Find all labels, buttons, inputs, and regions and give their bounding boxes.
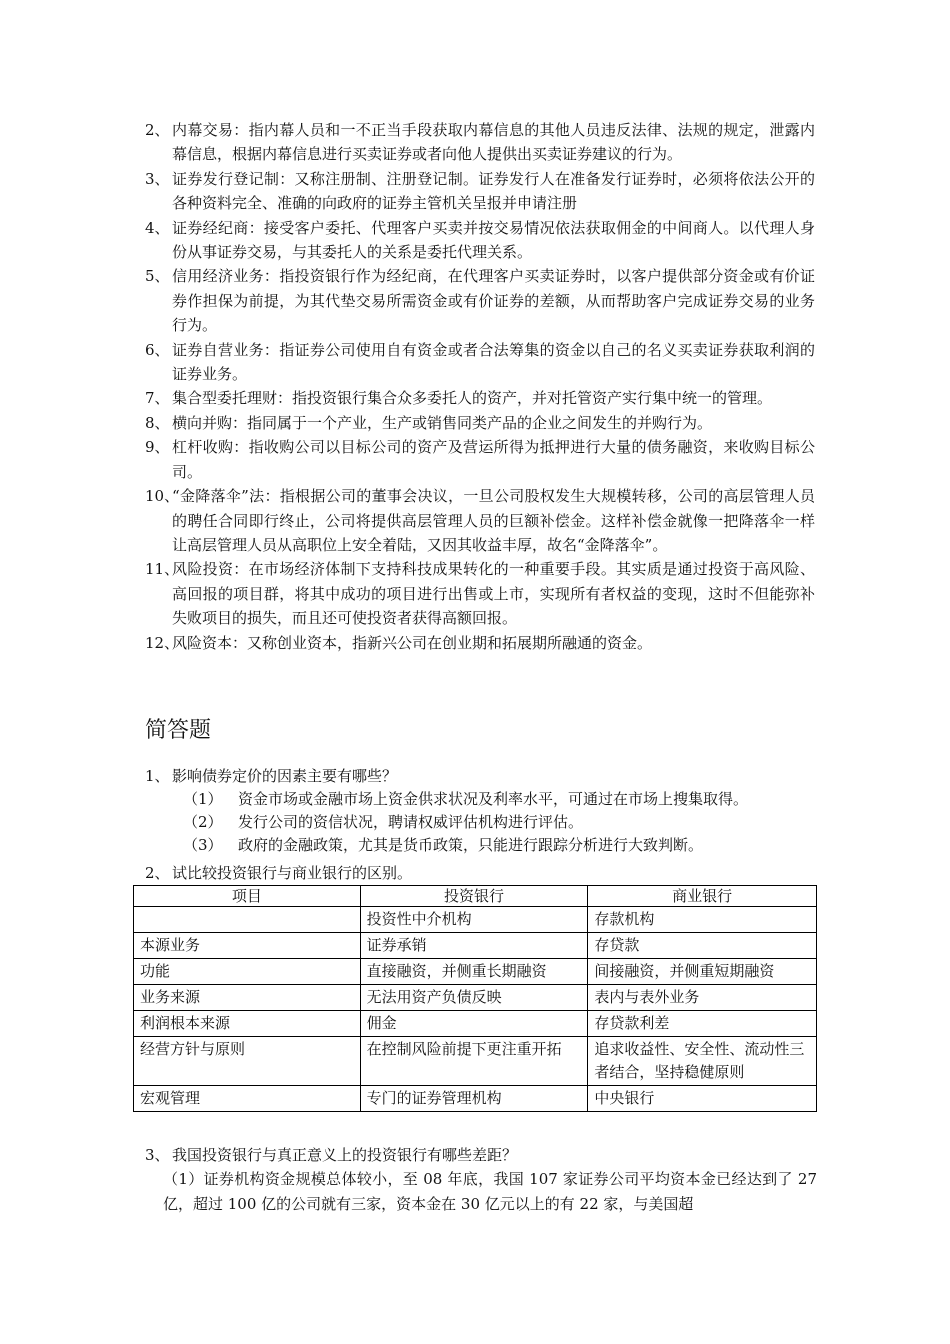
section-heading: 简答题 <box>145 718 212 743</box>
item-number: 6、 <box>145 340 170 359</box>
item-text: 信用经济业务：指投资银行作为经纪商，在代理客户买卖证券时，以客户提供部分资金或有价证券作担保为前提，为其代垫交易所需资金或有价证券的差额，从而帮助客户完成证券交易的业务行为。 <box>172 267 815 335</box>
definition-item <box>145 411 815 435</box>
question-number: 3、 <box>145 1146 170 1164</box>
answer-text: 发行公司的资信状况，聘请权威评估机构进行评估。 <box>238 813 584 831</box>
item-number: 3、 <box>145 169 170 188</box>
item-number: 5、 <box>145 267 170 286</box>
table-row <box>134 933 817 959</box>
answer-number: （1） <box>163 1170 204 1188</box>
item-text: 证券经纪商：接受客户委托、代理客户买卖并按交易情况依法获取佣金的中间商人。以代理人身份从事证券交易，与其委托人的关系是委托代理关系。 <box>172 218 815 262</box>
question-text: 试比较投资银行与商业银行的区别。 <box>172 864 413 882</box>
table-cell: 本源业务 <box>134 933 361 959</box>
item-number: 2、 <box>145 121 170 139</box>
table-header-cell: 投资银行 <box>360 886 588 907</box>
table-cell: 表内与表外业务 <box>588 985 817 1011</box>
item-text: 风险资本：又称创业资本，指新兴公司在创业期和拓展期所融通的资金。 <box>172 633 653 652</box>
answer-paragraph <box>163 1167 817 1217</box>
answer-text: 证券机构资金规模总体较小，至 08 年底，我国 107 家证券公司平均资本金已经达到了 27 亿，超过 100 亿的公司就有三家，资本金在 30 亿元以上的有 22 家，与美国超 <box>163 1170 817 1213</box>
item-text: 横向并购：指同属于一个产业，生产或销售同类产品的企业之间发生的并购行为。 <box>172 413 713 432</box>
item-text: 风险投资：在市场经济体制下支持科技成果转化的一种重要手段。其实质是通过投资于高风险、高回报的项目群，将其中成功的项目进行出售或上市，实现所有者权益的变现，这时不但能弥补失败项目的损失，而且还可使投资者获得高额回报。 <box>172 560 815 628</box>
question-text: 影响债券定价的因素主要有哪些？ <box>172 767 398 785</box>
definition-item <box>145 484 815 557</box>
item-number: 9、 <box>145 438 170 457</box>
question-number: 1、 <box>145 767 170 785</box>
question-2 <box>145 862 817 885</box>
item-text: 集合型委托理财：指投资银行集合众多委托人的资产，并对托管资产实行集中统一的管理。 <box>172 389 773 408</box>
item-number: 12、 <box>145 633 180 652</box>
question-line <box>145 765 817 788</box>
table-header-cell: 商业银行 <box>588 886 817 907</box>
comparison-table <box>133 885 817 1112</box>
answer-item <box>183 834 817 857</box>
table-row <box>134 985 817 1011</box>
item-number: 7、 <box>145 389 170 408</box>
question-line <box>145 1144 817 1167</box>
table-header-row <box>134 886 817 907</box>
table-row <box>134 1037 817 1086</box>
item-number: 8、 <box>145 413 170 432</box>
item-text: 证券发行登记制：又称注册制、注册登记制。证券发行人在准备发行证券时，必须将依法公开的各种资料完全、准确的向政府的证券主管机关呈报并申请注册 <box>172 169 815 213</box>
definition-item <box>145 435 815 484</box>
table-cell: 直接融资，并侧重长期融资 <box>360 959 588 985</box>
table-cell: 无法用资产负债反映 <box>360 985 588 1011</box>
table-cell: 利润根本来源 <box>134 1011 361 1037</box>
table-cell: 存款机构 <box>588 907 817 933</box>
table-row <box>134 959 817 985</box>
definition-item <box>145 118 815 167</box>
answer-number: （2） <box>183 813 223 831</box>
question-line <box>145 862 817 885</box>
table-cell: 存贷款 <box>588 933 817 959</box>
table-cell: 在控制风险前提下更注重开拓 <box>360 1037 588 1086</box>
answer-number: （1） <box>183 790 223 808</box>
table-cell: 投资性中介机构 <box>360 907 588 933</box>
table-header-cell: 项目 <box>134 886 361 907</box>
definition-item <box>145 557 815 630</box>
table-cell: 功能 <box>134 959 361 985</box>
question-3 <box>145 1144 817 1217</box>
question-text: 我国投资银行与真正意义上的投资银行有哪些差距？ <box>172 1146 518 1164</box>
answer-item <box>183 788 817 811</box>
item-number: 4、 <box>145 218 170 237</box>
definition-item <box>145 338 815 387</box>
table-cell: 佣金 <box>360 1011 588 1037</box>
answer-item <box>183 811 817 834</box>
table-cell: 中央银行 <box>588 1086 817 1112</box>
table-cell: 业务来源 <box>134 985 361 1011</box>
definition-item <box>145 216 815 265</box>
definition-item <box>145 386 815 410</box>
answer-number: （3） <box>183 836 223 854</box>
definition-item <box>145 631 815 655</box>
answer-text: 资金市场或金融市场上资金供求状况及利率水平，可通过在市场上搜集取得。 <box>238 790 749 808</box>
item-text: 杠杆收购：指收购公司以目标公司的资产及营运所得为抵押进行大量的债务融资，来收购目标公司。 <box>172 438 815 481</box>
item-number: 11、 <box>145 560 180 579</box>
table-cell: 证券承销 <box>360 933 588 959</box>
table-cell: 经营方针与原则 <box>134 1037 361 1086</box>
definitions-list <box>145 118 815 655</box>
definition-item <box>145 167 815 216</box>
question-1 <box>145 765 817 857</box>
table-cell: 宏观管理 <box>134 1086 361 1112</box>
answer-text: 政府的金融政策，尤其是货币政策，只能进行跟踪分析进行大致判断。 <box>238 836 704 854</box>
table-cell: 存贷款利差 <box>588 1011 817 1037</box>
table-cell: 追求收益性、安全性、流动性三者结合，坚持稳健原则 <box>588 1037 817 1086</box>
table-row <box>134 907 817 933</box>
table-cell: 间接融资，并侧重短期融资 <box>588 959 817 985</box>
table-cell: 专门的证券管理机构 <box>360 1086 588 1112</box>
table-row <box>134 1011 817 1037</box>
item-number: 10、 <box>145 487 180 506</box>
item-text: 内幕交易：指内幕人员和一不正当手段获取内幕信息的其他人员违反法律、法规的规定，泄露内幕信息，根据内幕信息进行买卖证券或者向他人提供出买卖证券建议的行为。 <box>172 121 815 164</box>
item-text: “金降落伞”法：指根据公司的董事会决议，一旦公司股权发生大规模转移，公司的高层管理人员的聘任合同即行终止，公司将提供高层管理人员的巨额补偿金。这样补偿金就像一把降落伞一样让高层管理人员从高职位上安全着陆，又因其收益丰厚，故名“金降落伞”。 <box>172 487 815 554</box>
item-text: 证券自营业务：指证券公司使用自有资金或者合法筹集的资金以自己的名义买卖证券获取利润的证券业务。 <box>172 340 815 384</box>
table-row <box>134 1086 817 1112</box>
table-cell <box>134 907 361 933</box>
definition-item <box>145 264 815 337</box>
question-number: 2、 <box>145 864 170 882</box>
